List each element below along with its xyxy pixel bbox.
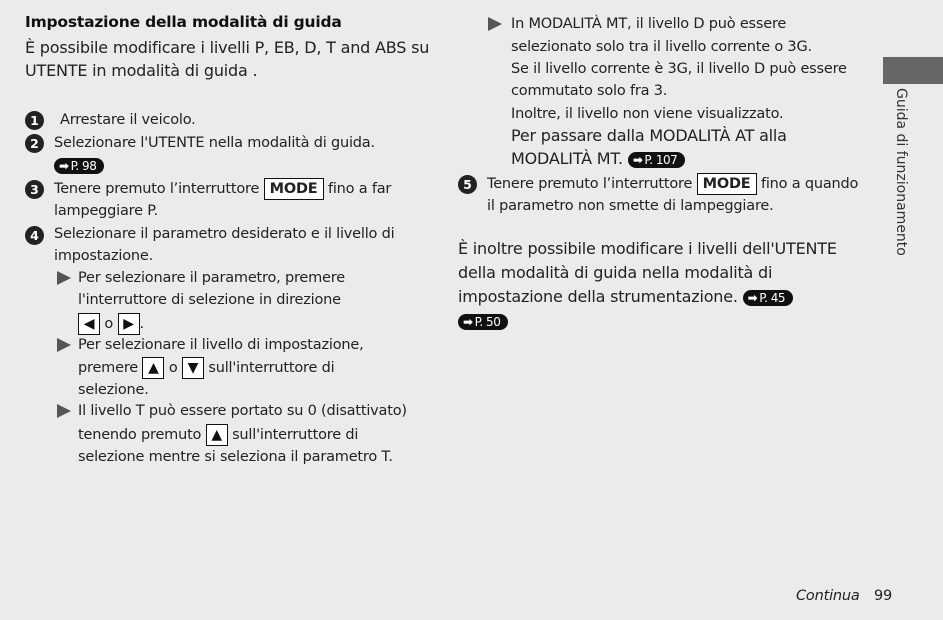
step-5-text: il parametro non smette di lampeggiare. xyxy=(487,198,774,214)
manual-page: Impostazione della modalità di guida È possibile modificare i livelli P, EB, D, T and ABS su UTENTE in modalità di guida . 1 Arrestare il veicolo. 2 Selezionare l'UTENTE nella modalità di guida. ➡ P. 98 3 Tenere premuto l’interruttore MODE fino a far lampeggiare P. 4 Selezionare il parametro desiderato e il livello di impostazione. Per selezionare il parametro, premere l'interruttore di selezione in direzione ◀ o ▶ . Per selezionare il livello di impostazione, premere ▲ o ▼ sull'interruttore di selezione. Il livello T può essere portato su 0 (disattivato) tenendo premuto ▲ sull'interruttore di selezione mentre si seleziona il parametro T. In MODALITÀ MT, il livello D può essere selezionato solo tra il livello corrente o 3G. Se il livello corrente è 3G, il livello D può essere commutato solo fra 3. Inoltre, il livello non viene visualizzato. Per passare dalla MODALITÀ AT alla MODALITÀ MT. ➡ P. 107 5 Tenere premuto l’interruttore MODE fino a quando il parametro non smette di lampeggiare. È inoltre possibile modificare i livelli dell'UTENTE della modalità di guida nella modalità di impostazione della strumentazione. ➡ P. 45 ➡ P. 50 Guida di funzionamento Continua 99 xyxy=(0,0,943,620)
step-number-3: 3 xyxy=(25,180,44,199)
page-ref-link[interactable] xyxy=(54,158,104,174)
arrow-icon: ➡ xyxy=(463,315,473,329)
bullet-triangle-icon xyxy=(57,338,71,352)
chapter-tab xyxy=(883,57,943,84)
mode-key: MODE xyxy=(264,178,324,200)
step-5-text: fino a quando xyxy=(760,176,859,192)
ref-label: P. 98 xyxy=(70,159,97,173)
intro-line: È possibile modificare i livelli P, EB, D, T and ABS su xyxy=(25,38,430,57)
bullet-text: selezionato solo tra il livello corrente o 3G. xyxy=(511,39,812,55)
bullet-triangle-icon xyxy=(57,271,71,285)
page-ref-link[interactable] xyxy=(628,152,685,168)
up-arrow-key-icon: ▲ xyxy=(142,357,164,379)
bullet-text: selezione mentre si seleziona il parametro T. xyxy=(78,449,393,465)
step-number-1: 1 xyxy=(25,111,44,130)
bullet-text: Se il livello corrente è 3G, il livello D può essere xyxy=(511,61,847,77)
bullet-text: MODALITÀ MT. xyxy=(511,149,623,168)
bullet-text: Inoltre, il livello non viene visualizzato. xyxy=(511,106,784,122)
step-number-2: 2 xyxy=(25,134,44,153)
bullet-text: Per passare dalla MODALITÀ AT alla xyxy=(511,126,787,145)
step-number-4: 4 xyxy=(25,226,44,245)
continua-label: Continua xyxy=(796,588,860,604)
step-4-text: Selezionare il parametro desiderato e il livello di xyxy=(54,226,395,242)
ref-label: P. 50 xyxy=(474,315,501,329)
section-title: Impostazione della modalità di guida xyxy=(25,13,342,31)
arrow-icon: ➡ xyxy=(59,159,69,173)
page-ref-link[interactable] xyxy=(458,314,508,330)
step-1-text: Arrestare il veicolo. xyxy=(60,112,196,128)
bullet-triangle-icon xyxy=(57,404,71,418)
page-ref-link[interactable] xyxy=(743,290,793,306)
step-3-text: Tenere premuto l’interruttore xyxy=(54,181,260,197)
bullet-text: l'interruttore di selezione in direzione xyxy=(78,292,341,308)
step-number-5: 5 xyxy=(458,175,477,194)
chapter-label: Guida di funzionamento xyxy=(893,88,909,256)
step-4-text: impostazione. xyxy=(54,248,153,264)
bullet-triangle-icon xyxy=(488,17,502,31)
step-3-text: fino a far xyxy=(327,181,392,197)
right-arrow-key-icon: ▶ xyxy=(118,313,140,335)
bullet-text: In MODALITÀ MT, il livello D può essere xyxy=(511,16,787,32)
intro-line: UTENTE in modalità di guida . xyxy=(25,61,258,80)
paragraph-line: È inoltre possibile modificare i livelli dell'UTENTE xyxy=(458,239,837,258)
arrow-icon: ➡ xyxy=(632,152,643,167)
bullet-text: sull'interruttore di xyxy=(232,427,359,443)
down-arrow-key-icon: ▼ xyxy=(182,357,204,379)
bullet-text: sull'interruttore di xyxy=(208,360,335,376)
step-3-text: lampeggiare P. xyxy=(54,203,158,219)
bullet-text: tenendo premuto xyxy=(78,427,202,443)
bullet-text: Per selezionare il parametro, premere xyxy=(78,270,345,286)
mode-key: MODE xyxy=(697,173,757,195)
bullet-text: selezione. xyxy=(78,382,149,398)
ref-label: P. 107 xyxy=(644,152,678,167)
bullet-text: commutato solo fra 3. xyxy=(511,83,668,99)
arrow-icon: ➡ xyxy=(747,290,758,305)
up-arrow-key-icon: ▲ xyxy=(206,424,228,446)
left-arrow-key-icon: ◀ xyxy=(78,313,100,335)
paragraph-line: impostazione della strumentazione. xyxy=(458,287,738,306)
page-number: 99 xyxy=(874,588,893,604)
bullet-text: Il livello T può essere portato su 0 (disattivato) xyxy=(78,403,407,419)
bullet-text: premere xyxy=(78,360,138,376)
or-text: o xyxy=(104,316,114,332)
or-text: o xyxy=(168,360,178,376)
step-2-text: Selezionare l'UTENTE nella modalità di guida. xyxy=(54,135,375,151)
step-5-text: Tenere premuto l’interruttore xyxy=(487,176,693,192)
ref-label: P. 45 xyxy=(759,290,785,305)
paragraph-line: della modalità di guida nella modalità di xyxy=(458,263,773,282)
bullet-text: Per selezionare il livello di impostazione, xyxy=(78,337,364,353)
